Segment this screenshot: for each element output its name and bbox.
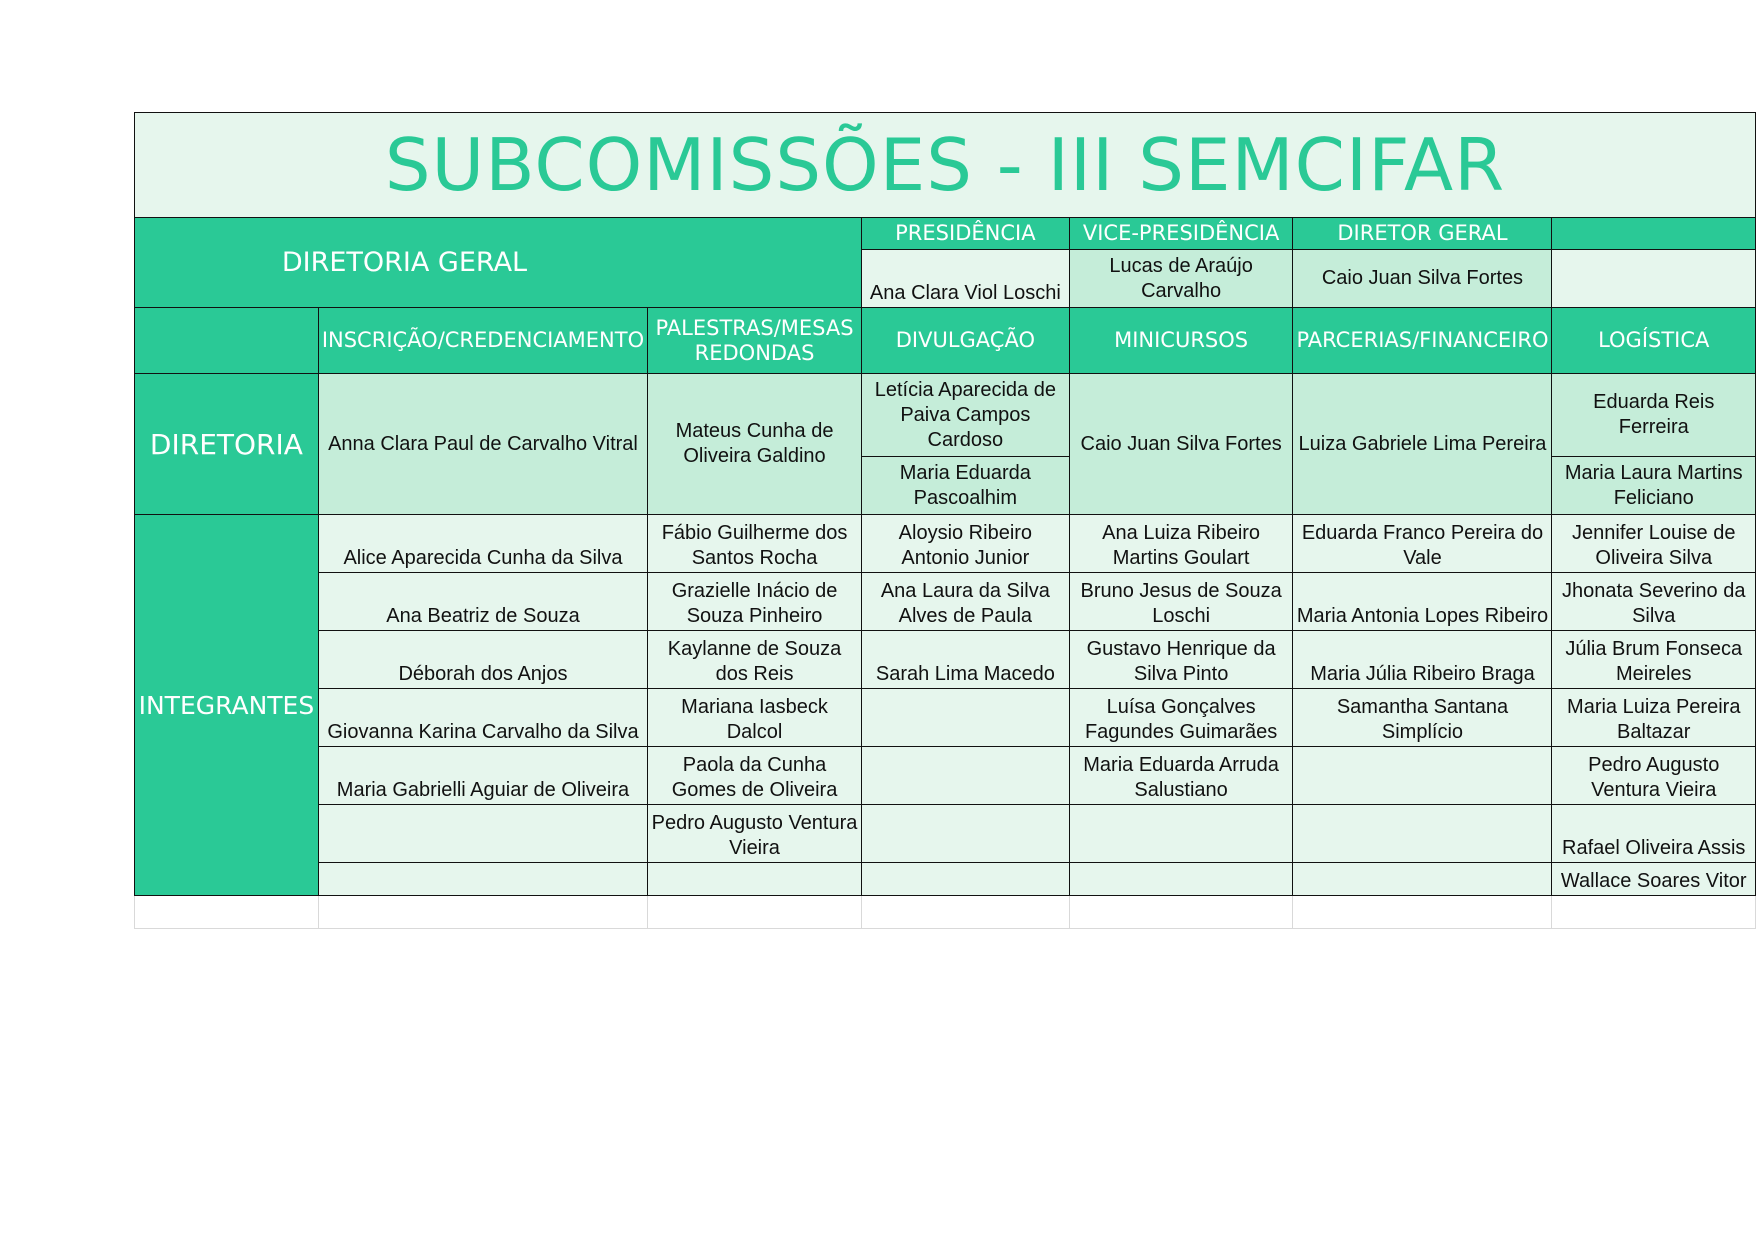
diretoria-logistica-1: Eduarda Reis Ferreira (1552, 374, 1756, 457)
committee-header-corner (135, 308, 319, 374)
committee-header-parcerias: PARCERIAS/FINANCEIRO (1293, 308, 1552, 374)
member-cell (318, 863, 647, 896)
empty-cell (135, 896, 319, 929)
member-cell: Maria Antonia Lopes Ribeiro (1293, 573, 1552, 631)
role-name-presidencia: Ana Clara Viol Loschi (861, 250, 1069, 308)
empty-cell (1552, 896, 1756, 929)
committee-header-minicursos: MINICURSOS (1069, 308, 1293, 374)
committee-header-inscricao: INSCRIÇÃO/CREDENCIAMENTO (318, 308, 647, 374)
member-cell: Rafael Oliveira Assis (1552, 805, 1756, 863)
role-title-empty (1552, 218, 1756, 250)
role-name-diretor-geral: Caio Juan Silva Fortes (1293, 250, 1552, 308)
member-cell: Grazielle Inácio de Souza Pinheiro (648, 573, 862, 631)
member-cell: Aloysio Ribeiro Antonio Junior (861, 515, 1069, 573)
integrantes-label: INTEGRANTES (135, 515, 319, 896)
member-cell: Wallace Soares Vitor (1552, 863, 1756, 896)
member-cell (861, 863, 1069, 896)
committee-header-divulgacao: DIVULGAÇÃO (861, 308, 1069, 374)
empty-cell (1069, 896, 1293, 929)
empty-cell (1293, 896, 1552, 929)
diretoria-geral-label: DIRETORIA GERAL (135, 218, 862, 308)
member-cell (1293, 805, 1552, 863)
member-cell (318, 805, 647, 863)
empty-cell (318, 896, 647, 929)
spreadsheet (134, 112, 1756, 929)
subcommittees-table (134, 112, 1756, 929)
member-cell: Ana Beatriz de Souza (318, 573, 647, 631)
member-cell: Mariana Iasbeck Dalcol (648, 689, 862, 747)
member-cell: Maria Gabrielli Aguiar de Oliveira (318, 747, 647, 805)
page-title: SUBCOMISSÕES - III SEMCIFAR (135, 113, 1756, 218)
member-cell (1069, 863, 1293, 896)
role-title-presidencia: PRESIDÊNCIA (861, 218, 1069, 250)
member-cell: Kaylanne de Souza dos Reis (648, 631, 862, 689)
member-cell: Maria Luiza Pereira Baltazar (1552, 689, 1756, 747)
diretoria-logistica-2: Maria Laura Martins Feliciano (1552, 457, 1756, 515)
member-cell: Sarah Lima Macedo (861, 631, 1069, 689)
member-cell: Maria Eduarda Arruda Salustiano (1069, 747, 1293, 805)
member-cell: Jhonata Severino da Silva (1552, 573, 1756, 631)
diretoria-parcerias: Luiza Gabriele Lima Pereira (1293, 374, 1552, 515)
member-cell: Pedro Augusto Ventura Vieira (648, 805, 862, 863)
diretoria-divulgacao-2: Maria Eduarda Pascoalhim (861, 457, 1069, 515)
member-cell: Maria Júlia Ribeiro Braga (1293, 631, 1552, 689)
diretoria-label: DIRETORIA (135, 374, 319, 515)
member-cell: Jennifer Louise de Oliveira Silva (1552, 515, 1756, 573)
member-cell: Gustavo Henrique da Silva Pinto (1069, 631, 1293, 689)
member-cell: Samantha Santana Simplício (1293, 689, 1552, 747)
member-cell: Paola da Cunha Gomes de Oliveira (648, 747, 862, 805)
diretoria-inscricao: Anna Clara Paul de Carvalho Vitral (318, 374, 647, 515)
member-cell (648, 863, 862, 896)
member-cell (861, 747, 1069, 805)
member-cell: Déborah dos Anjos (318, 631, 647, 689)
empty-cell (861, 896, 1069, 929)
diretoria-minicursos: Caio Juan Silva Fortes (1069, 374, 1293, 515)
member-cell: Bruno Jesus de Souza Loschi (1069, 573, 1293, 631)
member-cell: Ana Luiza Ribeiro Martins Goulart (1069, 515, 1293, 573)
member-cell: Luísa Gonçalves Fagundes Guimarães (1069, 689, 1293, 747)
role-name-empty (1552, 250, 1756, 308)
empty-cell (648, 896, 862, 929)
member-cell: Fábio Guilherme dos Santos Rocha (648, 515, 862, 573)
role-title-diretor-geral: DIRETOR GERAL (1293, 218, 1552, 250)
diretoria-divulgacao-1: Letícia Aparecida de Paiva Campos Cardoso (861, 374, 1069, 457)
member-cell (1069, 805, 1293, 863)
member-cell: Giovanna Karina Carvalho da Silva (318, 689, 647, 747)
member-cell: Pedro Augusto Ventura Vieira (1552, 747, 1756, 805)
role-title-vice-presidencia: VICE-PRESIDÊNCIA (1069, 218, 1293, 250)
member-cell: Eduarda Franco Pereira do Vale (1293, 515, 1552, 573)
member-cell (861, 689, 1069, 747)
member-cell (861, 805, 1069, 863)
diretoria-palestras: Mateus Cunha de Oliveira Galdino (648, 374, 862, 515)
committee-header-palestras: PALESTRAS/MESAS REDONDAS (648, 308, 862, 374)
member-cell (1293, 863, 1552, 896)
committee-header-logistica: LOGÍSTICA (1552, 308, 1756, 374)
member-cell (1293, 747, 1552, 805)
member-cell: Alice Aparecida Cunha da Silva (318, 515, 647, 573)
member-cell: Júlia Brum Fonseca Meireles (1552, 631, 1756, 689)
role-name-vice-presidencia: Lucas de Araújo Carvalho (1069, 250, 1293, 308)
member-cell: Ana Laura da Silva Alves de Paula (861, 573, 1069, 631)
